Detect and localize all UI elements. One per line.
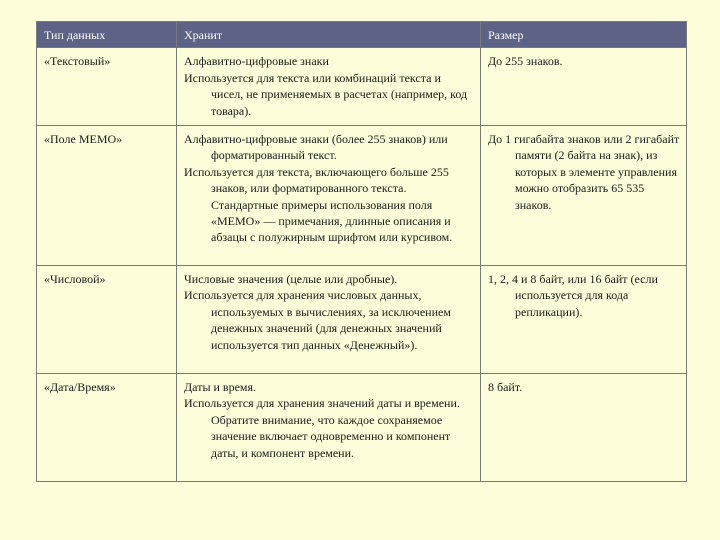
table-row <box>37 48 687 126</box>
table-row <box>37 266 687 374</box>
cell-stores: Алфавитно-цифровые знаки (более 255 знаков) или форматированный текст. Используется для текста, включающего больше 255 знаков, или форматированного текста. Стандартные примеры использования поля «MEMO» — примечания, длинные описания и абзацы с полужирным шрифтом или курсивом. <box>177 126 481 266</box>
cell-type: «Дата/Время» <box>37 374 177 482</box>
cell-size: 8 байт. <box>481 374 687 482</box>
cell-stores: Даты и время. Используется для хранения значений даты и времени. Обратите внимание, что каждое сохраняемое значение включает одновременно и компонент даты, и компонент времени. <box>177 374 481 482</box>
cell-type: «Числовой» <box>37 266 177 374</box>
table-row <box>37 374 687 482</box>
cell-size: До 1 гигабайта знаков или 2 гигабайт памяти (2 байта на знак), из которых в элементе управления можно отобразить 65 535 знаков. <box>481 126 687 266</box>
header-size: Размер <box>481 22 687 48</box>
data-types-table <box>36 21 687 482</box>
header-type: Тип данных <box>37 22 177 48</box>
cell-stores: Алфавитно-цифровые знаки Используется для текста или комбинаций текста и чисел, не применяемых в расчетах (например, код товара). <box>177 48 481 126</box>
header-stores: Хранит <box>177 22 481 48</box>
cell-size: До 255 знаков. <box>481 48 687 126</box>
cell-size: 1, 2, 4 и 8 байт, или 16 байт (если используется для кода репликации). <box>481 266 687 374</box>
cell-type: «Текстовый» <box>37 48 177 126</box>
cell-type: «Поле MEMO» <box>37 126 177 266</box>
table-header-row <box>37 22 687 48</box>
cell-stores: Числовые значения (целые или дробные). Используется для хранения числовых данных, используемых в вычислениях, за исключением денежных значений (для денежных значений используется тип данных «Денежный»). <box>177 266 481 374</box>
table-row <box>37 126 687 266</box>
